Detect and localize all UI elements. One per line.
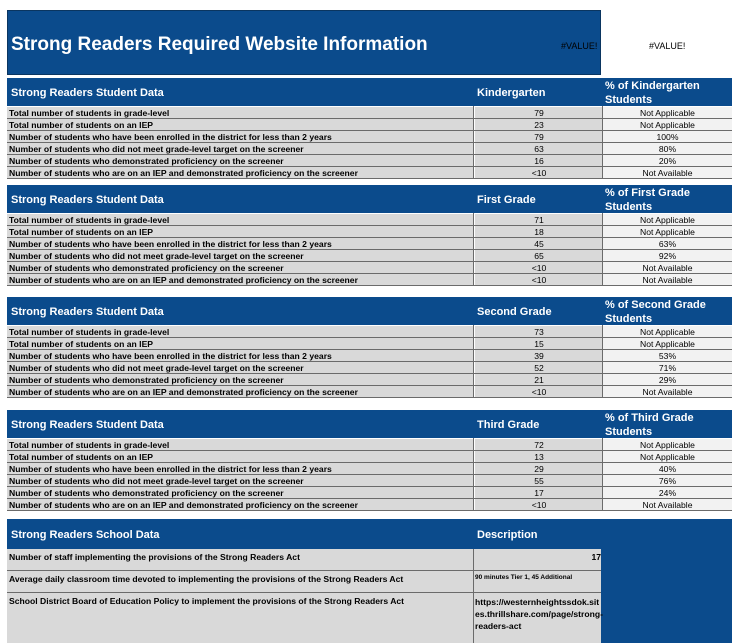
row-label: Number of students who did not meet grade-level target on the screener <box>9 144 304 154</box>
row-label: Total number of students in grade-level <box>9 440 170 450</box>
table-row <box>7 463 732 475</box>
column-divider <box>473 213 474 286</box>
row-count: 17 <box>475 487 603 498</box>
row-count: 39 <box>475 350 603 361</box>
table-row <box>7 262 732 274</box>
row-percent: Not Available <box>603 386 732 397</box>
row-label: Number of students who have been enrolled in the district for less than 2 years <box>9 239 332 249</box>
row-percent: 29% <box>603 374 732 385</box>
error-cell-2: #VALUE! <box>649 41 686 51</box>
column-divider <box>602 438 603 511</box>
school-data-right-band <box>601 519 732 643</box>
row-label: Number of students who did not meet grade-level target on the screener <box>9 363 304 373</box>
grade-section-header <box>7 297 732 325</box>
row-count: 29 <box>475 463 603 474</box>
row-count: 18 <box>475 226 603 237</box>
table-row <box>7 499 732 511</box>
row-percent: Not Available <box>603 499 732 510</box>
row-count: 71 <box>475 214 603 225</box>
row-percent: 71% <box>603 362 732 373</box>
row-percent: Not Applicable <box>603 119 732 130</box>
grade-label: Kindergarten <box>477 87 546 99</box>
student-data-header-label: Strong Readers Student Data <box>11 306 164 318</box>
description-header-label: Description <box>477 529 538 541</box>
row-count: <10 <box>475 262 603 273</box>
row-percent: Not Applicable <box>603 451 732 462</box>
column-divider <box>602 325 603 398</box>
row-label: Total number of students in grade-level <box>9 327 170 337</box>
table-row <box>7 362 732 374</box>
row-percent: Not Applicable <box>603 439 732 450</box>
row-label: Number of students who demonstrated proficiency on the screener <box>9 488 284 498</box>
grade-section-header <box>7 185 732 213</box>
row-count: 79 <box>475 131 603 142</box>
row-count: 16 <box>475 155 603 166</box>
row-label: Number of students who are on an IEP and demonstrated proficiency on the screener <box>9 168 358 178</box>
row-percent: 40% <box>603 463 732 474</box>
row-percent: 53% <box>603 350 732 361</box>
row-label: Total number of students in grade-level <box>9 215 170 225</box>
table-row <box>7 119 732 131</box>
row-label: Total number of students in grade-level <box>9 108 170 118</box>
row-percent: Not Available <box>603 274 732 285</box>
row-percent: Not Applicable <box>603 226 732 237</box>
policy-link[interactable]: https://westernheightssdok.sites.thrillshare.com/page/strong-readers-act <box>475 597 603 631</box>
row-count: <10 <box>475 499 603 510</box>
row-percent: 80% <box>603 143 732 154</box>
grade-label: Second Grade <box>477 306 552 318</box>
row-label: Number of students who are on an IEP and demonstrated proficiency on the screener <box>9 387 358 397</box>
school-row-label: School District Board of Education Policy to implement the provisions of the Strong Readers Act <box>9 596 405 606</box>
row-percent: 100% <box>603 131 732 142</box>
percent-header-label: % of Kindergarten Students <box>605 80 700 106</box>
page-title: Strong Readers Required Website Information <box>11 34 428 55</box>
row-label: Number of students who demonstrated proficiency on the screener <box>9 375 284 385</box>
table-row <box>7 143 732 155</box>
row-count: 15 <box>475 338 603 349</box>
row-count: 13 <box>475 451 603 462</box>
table-row <box>7 155 732 167</box>
table-row <box>7 226 732 238</box>
row-count: 23 <box>475 119 603 130</box>
row-label: Number of students who demonstrated proficiency on the screener <box>9 156 284 166</box>
column-divider <box>473 325 474 398</box>
table-row <box>7 167 732 179</box>
row-count: 79 <box>475 107 603 118</box>
row-label: Number of students who have been enrolled in the district for less than 2 years <box>9 132 332 142</box>
row-count: <10 <box>475 274 603 285</box>
grade-label: Third Grade <box>477 419 540 431</box>
school-divider <box>473 549 474 643</box>
row-count: 65 <box>475 250 603 261</box>
row-label: Total number of students on an IEP <box>9 120 154 130</box>
row-percent: 92% <box>603 250 732 261</box>
row-percent: 20% <box>603 155 732 166</box>
table-row <box>7 451 732 463</box>
row-percent: 63% <box>603 238 732 249</box>
table-row <box>7 439 732 451</box>
column-divider <box>602 213 603 286</box>
grade-section-header <box>7 78 732 106</box>
grade-label: First Grade <box>477 194 536 206</box>
row-label: Number of students who have been enrolled in the district for less than 2 years <box>9 464 332 474</box>
row-percent: Not Applicable <box>603 326 732 337</box>
table-row <box>7 274 732 286</box>
student-data-header-label: Strong Readers Student Data <box>11 87 164 99</box>
table-row <box>7 238 732 250</box>
school-row-policy <box>7 593 601 643</box>
table-row <box>7 487 732 499</box>
school-data-header <box>7 519 601 549</box>
row-label: Total number of students on an IEP <box>9 227 154 237</box>
row-count: 72 <box>475 439 603 450</box>
student-data-header-label: Strong Readers Student Data <box>11 194 164 206</box>
row-count: 63 <box>475 143 603 154</box>
error-cell-1: #VALUE! <box>561 41 598 51</box>
row-count: 73 <box>475 326 603 337</box>
column-divider <box>602 106 603 179</box>
school-row-label: Number of staff implementing the provisions of the Strong Readers Act <box>9 552 300 562</box>
grade-section-header <box>7 410 732 438</box>
table-row <box>7 338 732 350</box>
school-row-value: 90 minutes Tier 1, 45 Additional <box>475 574 573 581</box>
row-label: Number of students who have been enrolled in the district for less than 2 years <box>9 351 332 361</box>
school-row-label: Average daily classroom time devoted to implementing the provisions of the Strong Readers Act <box>9 574 404 584</box>
student-data-header-label: Strong Readers Student Data <box>11 419 164 431</box>
column-divider <box>473 438 474 511</box>
table-row <box>7 214 732 226</box>
table-row <box>7 374 732 386</box>
table-row <box>7 350 732 362</box>
row-label: Number of students who are on an IEP and demonstrated proficiency on the screener <box>9 275 358 285</box>
row-label: Total number of students on an IEP <box>9 452 154 462</box>
table-row <box>7 250 732 262</box>
school-row-staff <box>7 549 601 571</box>
table-row <box>7 386 732 398</box>
row-label: Number of students who demonstrated proficiency on the screener <box>9 263 284 273</box>
row-percent: Not Available <box>603 167 732 178</box>
row-count: <10 <box>475 386 603 397</box>
school-row-time <box>7 571 601 593</box>
row-count: 21 <box>475 374 603 385</box>
table-row <box>7 107 732 119</box>
row-count: 45 <box>475 238 603 249</box>
row-percent: Not Applicable <box>603 107 732 118</box>
row-percent: 24% <box>603 487 732 498</box>
table-row <box>7 475 732 487</box>
row-percent: 76% <box>603 475 732 486</box>
row-count: 52 <box>475 362 603 373</box>
row-label: Number of students who did not meet grade-level target on the screener <box>9 476 304 486</box>
row-label: Number of students who are on an IEP and demonstrated proficiency on the screener <box>9 500 358 510</box>
row-percent: Not Available <box>603 262 732 273</box>
column-divider <box>473 106 474 179</box>
school-row-value: 17 <box>591 552 601 562</box>
table-row <box>7 131 732 143</box>
percent-header-label: % of First Grade Students <box>605 187 690 213</box>
row-label: Total number of students on an IEP <box>9 339 154 349</box>
row-percent: Not Applicable <box>603 214 732 225</box>
percent-header-label: % of Second Grade Students <box>605 299 706 325</box>
row-label: Number of students who did not meet grade-level target on the screener <box>9 251 304 261</box>
table-row <box>7 326 732 338</box>
school-data-header-label: Strong Readers School Data <box>11 529 160 541</box>
row-count: 55 <box>475 475 603 486</box>
row-percent: Not Applicable <box>603 338 732 349</box>
percent-header-label: % of Third Grade Students <box>605 412 694 438</box>
row-count: <10 <box>475 167 603 178</box>
